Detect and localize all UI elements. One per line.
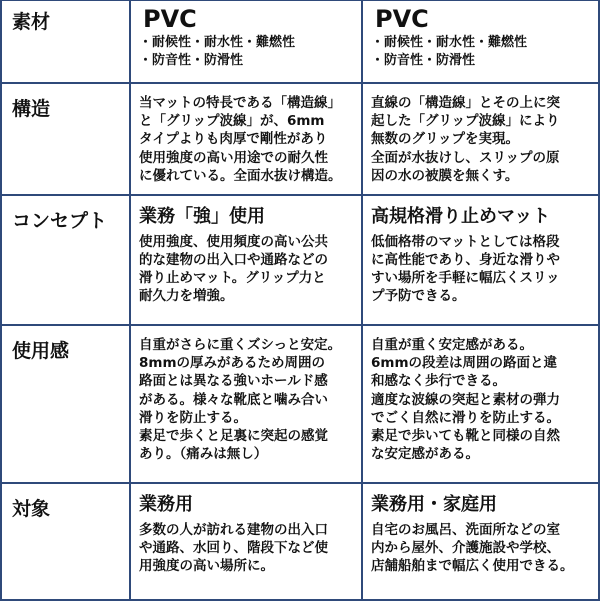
feel-right-line-7: な安定感がある。 [371, 446, 479, 463]
concept-left-title: 業務「強」使用 [139, 206, 265, 227]
feel-right-cell [363, 326, 600, 484]
structure-left-cell [131, 84, 363, 196]
concept-left-line-4: 耐久力を増強。 [139, 288, 234, 305]
target-right-title: 業務用・家庭用 [371, 494, 497, 515]
row-header-structure: 構造 [0, 84, 131, 196]
feel-right-line-1: 自重が重く安定感がある。 [371, 337, 533, 353]
target-left-line-1: 多数の人が訪れる建物の出入口 [139, 521, 328, 538]
row-header-feel: 使用感 [0, 326, 131, 484]
feel-right-line-3: 和感なく歩行できる。 [371, 373, 506, 390]
target-left-line-2: や通路、水回り、階段下など使 [139, 539, 328, 556]
feel-left-line-4: がある。様々な靴底と噛み合い [139, 391, 328, 408]
feel-right-line-5: でごく自然に滑りを防止する。 [371, 409, 560, 426]
material-right-line-2: ・防音性・防滑性 [371, 52, 476, 68]
row-header-concept: コンセプト [0, 196, 131, 326]
target-left-cell [131, 484, 363, 601]
row-header-target: 対象 [0, 484, 131, 601]
concept-left-line-3: 滑り止めマット。グリップ力と [139, 269, 326, 286]
concept-left-line-2: 的な建物の出入口や通路などの [139, 251, 328, 268]
concept-right-line-3: すい場所を手軽に幅広くスリッ [371, 269, 560, 286]
material-left-line-1: ・耐候性・耐水性・難燃性 [139, 35, 296, 51]
structure-right-line-5: 因の水の被膜を無くす。 [371, 167, 519, 184]
structure-left-line-1: 当マットの特長である「構造線」 [139, 95, 341, 111]
feel-right-line-6: 素足で歩いても靴と同様の自然 [371, 428, 560, 445]
concept-left-line-1: 使用強度、使用頻度の高い公共 [139, 233, 328, 250]
target-right-line-1: 自宅のお風呂、洗面所などの室 [371, 521, 560, 538]
feel-left-line-5: 滑りを防止する。 [139, 409, 247, 426]
concept-right-cell [363, 196, 600, 326]
feel-left-cell [131, 326, 363, 484]
feel-left-line-3: 路面とは異なる強いホールド感 [139, 373, 328, 390]
feel-left-line-6: 素足で歩くと足裏に突起の感覚 [139, 428, 328, 445]
material-left-line-2: ・防音性・防滑性 [139, 52, 244, 68]
target-left-title: 業務用 [139, 494, 193, 515]
structure-right-cell [363, 84, 600, 196]
target-right-line-3: 店舗船舶まで幅広く使用できる。 [371, 557, 574, 574]
feel-right-line-4: 適度な波線の突起と素材の弾力 [371, 391, 560, 408]
feel-right-line-2: 6mmの段差は周囲の路面と違 [371, 355, 558, 372]
structure-right-line-1: 直線の「構造線」とその上に突 [371, 95, 560, 111]
structure-right-line-3: 無数のグリップを実現。 [371, 131, 519, 148]
target-right-line-2: 内から屋外、介護施設や学校、 [371, 539, 560, 556]
structure-right-line-4: 全面が水抜けし、スリップの原 [371, 149, 560, 166]
concept-left-cell [131, 196, 363, 326]
concept-right-line-2: に高性能であり、身近な滑りや [371, 251, 560, 268]
feel-left-line-2: 8mmの厚みがあるため周囲の [139, 355, 326, 372]
material-left-cell [131, 1, 363, 84]
target-left-line-3: 用強度の高い場所に。 [139, 557, 274, 574]
concept-right-title: 高規格滑り止めマット [371, 206, 551, 227]
structure-left-line-5: に優れている。全面水抜け構造。 [139, 167, 342, 184]
feel-left-line-1: 自重がさらに重くズシっと安定。 [139, 337, 342, 353]
target-right-cell [363, 484, 600, 601]
structure-left-line-3: タイプよりも肉厚で剛性があり [139, 131, 328, 148]
material-right-title: PVC [375, 5, 429, 33]
material-left-title: PVC [143, 5, 197, 33]
concept-right-line-1: 低価格帯のマットとしては格段 [371, 233, 560, 250]
structure-left-line-2: と「グリップ波線」が、6mm [139, 113, 325, 130]
material-right-line-1: ・耐候性・耐水性・難燃性 [371, 35, 528, 51]
row-header-material: 素材 [0, 1, 131, 84]
concept-right-line-4: プ予防できる。 [371, 288, 466, 305]
material-right-cell [363, 1, 600, 84]
structure-right-line-2: 起した「グリップ波線」により [371, 113, 560, 130]
feel-left-line-7: あり。（痛みは無し） [139, 446, 268, 463]
structure-left-line-4: 使用強度の高い用途での耐久性 [139, 149, 328, 166]
